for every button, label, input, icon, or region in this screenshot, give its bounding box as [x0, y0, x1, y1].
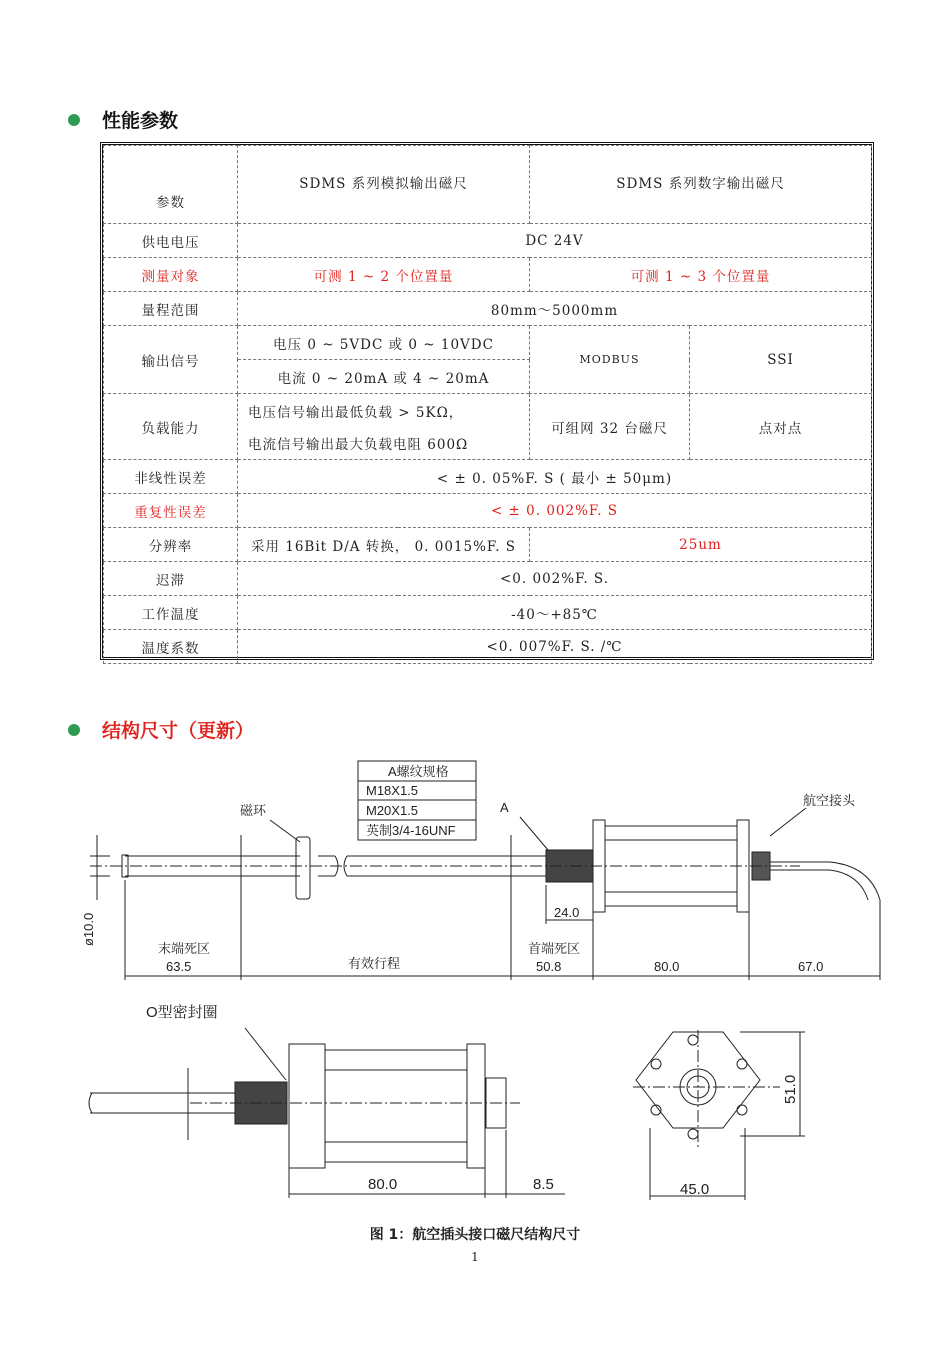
figure-caption: 图 1：航空插头接口磁尺结构尺寸: [369, 1227, 581, 1243]
label-o-ring: O型密封圈: [146, 1004, 218, 1021]
range-value: 80mm～5000mm: [238, 292, 872, 326]
output-ssi: SSI: [690, 326, 872, 394]
page-number: 1: [471, 1250, 479, 1264]
side-view: [89, 1028, 565, 1198]
dim-67: 67.0: [798, 959, 824, 974]
hysteresis-value: <0. 002%F. S.: [238, 562, 872, 596]
dim-8-5: 8.5: [533, 1176, 554, 1193]
supply-value: DC 24V: [238, 224, 872, 258]
output-current: 电流 0 ~ 20mA 或 4 ~ 20mA: [238, 360, 530, 394]
dim-50-8: 50.8: [536, 959, 562, 974]
dim-diameter: ø10.0: [81, 912, 96, 946]
dim-80-top: 80.0: [654, 959, 680, 974]
label-end-dead-zone: 末端死区: [158, 941, 211, 956]
load-ssi: 点对点: [690, 394, 872, 460]
output-modbus: MODBUS: [530, 326, 690, 394]
load-line-1: 电压信号输出最低负载 > 5KΩ，: [248, 404, 464, 421]
thread-spec-3: 英制3/4-16UNF: [366, 823, 456, 838]
thread-title: A螺纹规格: [388, 764, 449, 779]
resolution-analog: 采用 16Bit D/A 转换， 0. 0015%F. S: [238, 528, 530, 562]
label-thread-a: A: [500, 800, 509, 815]
row-label-supply: 供电电压: [104, 224, 238, 258]
section-title: 性能参数: [102, 110, 179, 132]
label-magnet-ring: 磁环: [240, 803, 267, 818]
resolution-digital: 25um: [530, 528, 872, 562]
output-voltage: 电压 0 ~ 5VDC 或 0 ~ 10VDC: [238, 326, 530, 360]
row-label-output: 输出信号: [104, 326, 238, 394]
row-label-operating-temp: 工作温度: [104, 596, 238, 630]
dim-80-side: 80.0: [368, 1176, 398, 1193]
dim-24: 24.0: [554, 905, 580, 920]
dim-45: 45.0: [680, 1181, 710, 1198]
row-label-repeatability: 重复性误差: [104, 494, 238, 528]
thread-spec-2: M20X1.5: [366, 803, 419, 818]
magnet-ring: [296, 837, 310, 899]
operating-temp-value: -40～+85℃: [238, 596, 872, 630]
row-label-resolution: 分辨率: [104, 528, 238, 562]
thread-spec-1: M18X1.5: [366, 783, 419, 798]
row-label-range: 量程范围: [104, 292, 238, 326]
row-label-measure: 测量对象: [104, 258, 238, 292]
dim-63-5: 63.5: [166, 959, 192, 974]
row-label-load: 负载能力: [104, 394, 238, 460]
section-title: 结构尺寸（更新）: [102, 720, 255, 742]
header-param: 参数: [104, 146, 238, 224]
load-line-2: 电流信号输出最大负载电阻 600Ω: [248, 436, 469, 453]
header-digital: SDMS 系列数字输出磁尺: [530, 146, 872, 224]
row-label-temp-coefficient: 温度系数: [104, 630, 238, 664]
label-effective-stroke: 有效行程: [348, 956, 401, 971]
header-analog: SDMS 系列模拟输出磁尺: [238, 146, 530, 224]
measure-digital: 可测 1 ~ 3 个位置量: [530, 258, 872, 292]
repeatability-value: < ± 0. 002%F. S: [238, 494, 872, 528]
nonlinearity-value: < ± 0. 05%F. S ( 最小 ± 50μm): [238, 460, 872, 494]
label-connector: 航空接头: [803, 793, 856, 808]
measure-analog: 可测 1 ~ 2 个位置量: [238, 258, 530, 292]
end-view: [633, 1030, 805, 1200]
label-head-dead-zone: 首端死区: [528, 941, 581, 956]
dim-51: 51.0: [782, 1074, 799, 1104]
row-label-nonlinearity: 非线性误差: [104, 460, 238, 494]
temp-coefficient-value: <0. 007%F. S. /℃: [238, 630, 872, 664]
row-label-hysteresis: 迟滞: [104, 562, 238, 596]
load-modbus: 可组网 32 台磁尺: [530, 394, 690, 460]
